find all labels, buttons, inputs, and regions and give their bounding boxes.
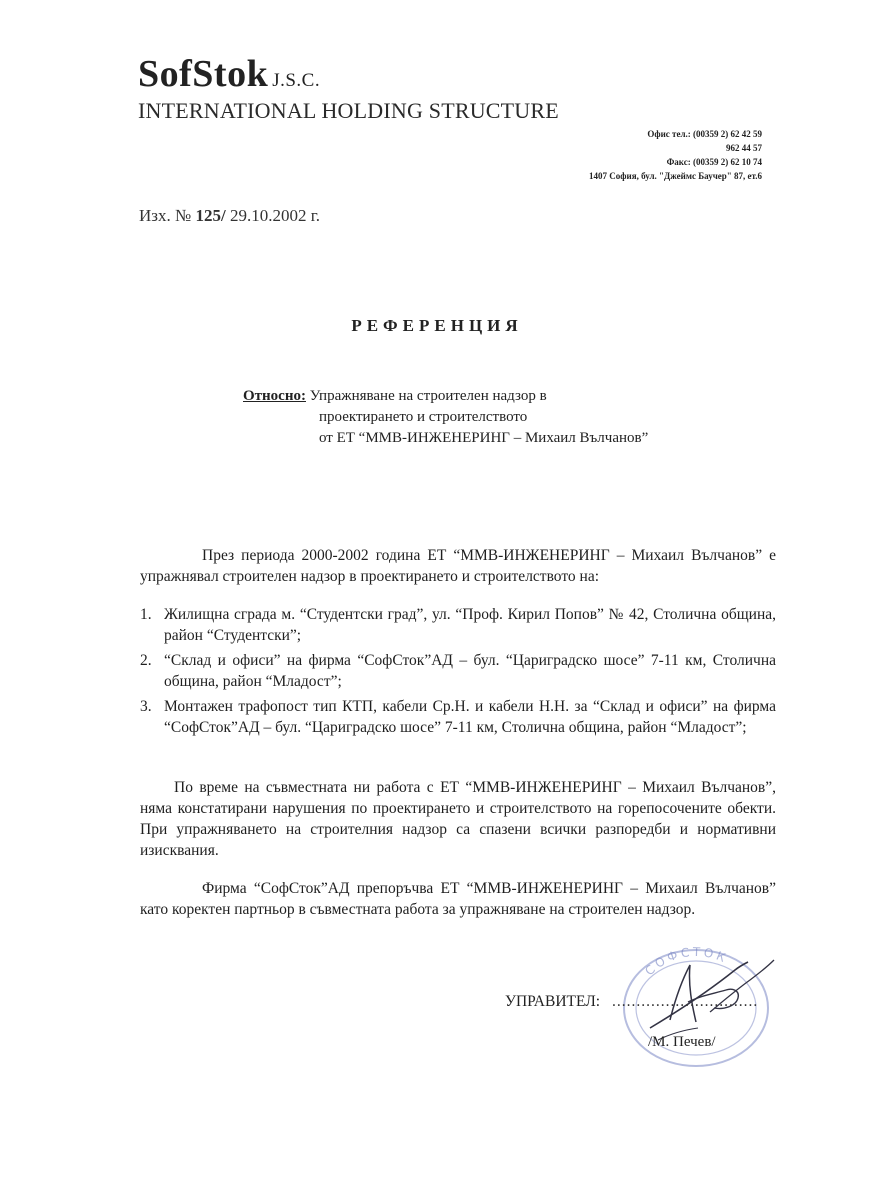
intro-paragraph: През периода 2000-2002 година ЕТ “ММВ-ИНЖЕНЕРИНГ – Михаил Вълчанов” е упражнявал строителен надзор в проектирането и строителството на: <box>140 547 776 585</box>
list-item-number: 3. <box>140 698 152 715</box>
list-item-text: Жилищна сграда м. “Студентски град”, ул. “Проф. Кирил Попов” № 42, Столична община, район “Студентски”; <box>164 606 776 644</box>
subject-line-2: проектирането и строителството <box>319 409 528 425</box>
fax-number: Факс: (00359 2) 62 10 74 <box>666 157 762 167</box>
subject-block <box>243 386 648 449</box>
list-item <box>140 604 776 646</box>
list-item-text: Монтажен трафопост тип КТП, кабели Ср.Н. и кабели Н.Н. за “Склад и офиси” на фирма “СофСток”АД – бул. “Цариградско шосе” 7-11 км, Столична община, район “Младост”; <box>164 698 776 736</box>
company-suffix: J.S.C. <box>272 70 321 91</box>
signature-label: УПРАВИТЕЛ: <box>505 993 601 1010</box>
signatory-name: /М. Печев/ <box>648 1034 716 1050</box>
office-phone: Офис тел.: (00359 2) 62 42 59 <box>647 129 762 139</box>
subject-line-1: Упражняване на строителен надзор в <box>309 388 547 404</box>
reference-number <box>139 206 320 226</box>
contact-block <box>589 127 762 183</box>
document-title: РЕФЕРЕНЦИЯ <box>351 316 523 335</box>
list-item-number: 2. <box>140 652 152 669</box>
list-item <box>140 650 776 692</box>
company-name: SofStok <box>138 53 269 95</box>
reference-num: 125/ <box>195 206 226 225</box>
list-item-number: 1. <box>140 606 152 623</box>
reference-prefix: Изх. № <box>139 206 192 225</box>
reference-date: 29.10.2002 г. <box>229 206 321 225</box>
stamp-text: СОФСТОК <box>642 944 731 979</box>
company-logo <box>138 52 320 96</box>
list-item <box>140 696 776 738</box>
subject-line-3: от ЕТ “ММВ-ИНЖЕНЕРИНГ – Михаил Вълчанов” <box>319 430 649 446</box>
object-list <box>140 604 776 742</box>
cooperation-paragraph: По време на съвместната ни работа с ЕТ “ММВ-ИНЖЕНЕРИНГ – Михаил Вълчанов”, няма констатирани нарушения по проектирането и строителството на горепосочените обекти. При упражняването на строителния надзор са спазени всички разпоредби и нормативни изисквания. <box>140 779 776 859</box>
address: 1407 София, бул. "Джеймс Баучер" 87, ет.6 <box>589 171 762 181</box>
company-tagline: INTERNATIONAL HOLDING STRUCTURE <box>138 98 559 123</box>
signature-line: .............................. <box>612 993 759 1010</box>
subject-label: Относно: <box>243 388 306 404</box>
list-item-text: “Склад и офиси” на фирма “СофСток”АД – бул. “Цариградско шосе” 7-11 км, Столична община, район “Младост”; <box>164 652 776 690</box>
recommendation-paragraph: Фирма “СофСток”АД препоръчва ЕТ “ММВ-ИНЖЕНЕРИНГ – Михаил Вълчанов” като коректен партньор в съвместната работа за упражняване на строителен надзор. <box>140 880 776 918</box>
office-phone-2: 962 44 57 <box>726 143 762 153</box>
